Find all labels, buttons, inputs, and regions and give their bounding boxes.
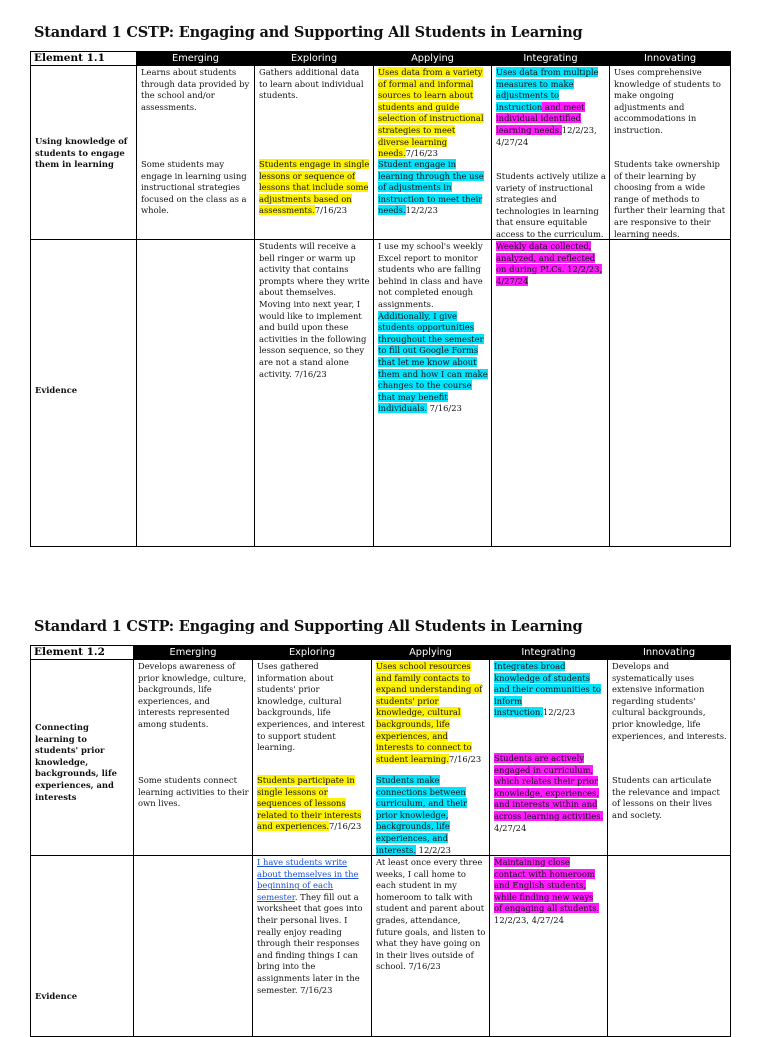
evidence-emerging-cell bbox=[134, 856, 253, 1037]
level-header-emerging: Emerging bbox=[137, 52, 255, 66]
section2-title: Standard 1 CSTP: Engaging and Supporting All Students in Learning bbox=[34, 618, 583, 635]
innovating-description: Develops and systematically uses extensive information regarding students' cultural backgrounds, prior knowledge, life experiences, and interests. bbox=[612, 661, 727, 741]
emerging-cell bbox=[134, 660, 253, 856]
exploring-cell bbox=[253, 660, 372, 856]
date-stamp: 12/2/23 bbox=[542, 707, 576, 718]
applying-cell bbox=[374, 66, 492, 240]
evidence-exploring-cell bbox=[255, 240, 374, 547]
date-stamp: 7/16/23 bbox=[426, 403, 462, 414]
highlighted-text: Students make connections between curriculum, and their prior knowledge, backgrounds, life experiences, and interests. bbox=[376, 775, 468, 855]
evidence-applying-cell bbox=[372, 856, 490, 1037]
innovating-description: Uses comprehensive knowledge of students to make ongoing adjustments and accommodations in instruction. bbox=[614, 67, 721, 135]
highlighted-text: Students are actively engaged in curriculum, which relates their prior knowledge, experiences, and interests within and across learning activities. bbox=[494, 753, 604, 821]
highlighted-text: Maintaining close contact with homeroom and English students, while finding new ways of engaging all students. bbox=[494, 857, 600, 914]
evidence-integrating-cell bbox=[490, 856, 608, 1037]
element-label: Element 1.1 bbox=[31, 52, 137, 66]
date-stamp: 7/16/23 bbox=[405, 148, 438, 159]
emerging-cell bbox=[137, 66, 255, 240]
level-header-exploring: Exploring bbox=[253, 646, 372, 660]
level-header-innovating: Innovating bbox=[610, 52, 731, 66]
exploring-cell bbox=[255, 66, 374, 240]
evidence-innovating-cell bbox=[610, 240, 731, 547]
date-stamp: 7/16/23 bbox=[314, 205, 348, 216]
date-stamp: 12/2/23, 4/27/24 bbox=[494, 914, 564, 925]
evidence-innovating-cell bbox=[608, 856, 731, 1037]
innovating-student-description: Students take ownership of their learning by choosing from a wide range of methods to further their learning that are responsive to their learning needs. bbox=[614, 159, 726, 239]
evidence-text: I use my school's weekly Excel report to monitor students who are falling behind in class and have not completed enough assignments. bbox=[378, 241, 483, 309]
row-label: Using knowledge of students to engage them in learning bbox=[35, 136, 128, 170]
evidence-integrating-cell bbox=[492, 240, 610, 547]
evidence-emerging-cell bbox=[137, 240, 255, 547]
evidence-label: Evidence bbox=[35, 385, 78, 395]
rubric-table-2 bbox=[30, 645, 731, 1037]
row-label-cell bbox=[31, 66, 137, 240]
evidence-text: Students will receive a bell ringer or warm up activity that contains prompts where they write about themselves. Moving into next year, I would like to implement and build upon these activities in the following lesson sequence, so they are not a stand alone activity. 7/16/23 bbox=[259, 241, 370, 379]
highlighted-text: Student engage in learning through the use of adjustments in instruction to meet their needs. bbox=[378, 159, 484, 216]
emerging-description: Develops awareness of prior knowledge, culture, backgrounds, life experiences, and interests represented among students. bbox=[138, 661, 247, 729]
integrating-cell bbox=[492, 66, 610, 240]
row-label: Connecting learning to students' prior knowledge, backgrounds, life experiences, and interests bbox=[35, 722, 117, 802]
highlighted-text: Students engage in single lessons or sequence of lessons that include some adjustments based on assessments. bbox=[259, 159, 370, 216]
evidence-label: Evidence bbox=[35, 991, 78, 1001]
highlighted-text: Students participate in single lessons or sequences of lessons related to their interests and experiences. bbox=[257, 775, 362, 832]
exploring-description: Gathers additional data to learn about individual students. bbox=[259, 67, 364, 101]
rubric-table-1 bbox=[30, 51, 731, 547]
innovating-cell bbox=[608, 660, 731, 856]
row-label-cell bbox=[31, 660, 134, 856]
exploring-description: Uses gathered information about students' prior knowledge, cultural backgrounds, life experiences, and interest to support student learning. bbox=[257, 661, 365, 753]
date-stamp: 4/27/24 bbox=[494, 822, 527, 833]
emerging-description: Learns about students through data provided by the school and/or assessments. bbox=[141, 67, 250, 112]
highlighted-text: Integrates broad knowledge of students and their communities to inform instruction. bbox=[494, 661, 601, 718]
evidence-exploring-cell bbox=[253, 856, 372, 1037]
evidence-label-cell bbox=[31, 856, 134, 1037]
level-header-applying: Applying bbox=[372, 646, 490, 660]
highlighted-text: Uses data from a variety of formal and informal sources to learn about students and guide selection of instructional strategies to meet diverse learning needs. bbox=[378, 67, 484, 159]
level-header-integrating: Integrating bbox=[490, 646, 608, 660]
evidence-text: At least once every three weeks, I call home to each student in my homeroom to talk with student and parent about grades, attendance, future goals, and listen to what they have going on in their lives outside of school. 7/16/23 bbox=[376, 857, 486, 972]
level-header-exploring: Exploring bbox=[255, 52, 374, 66]
level-header-applying: Applying bbox=[374, 52, 492, 66]
date-stamp: 12/2/23 bbox=[415, 844, 451, 855]
date-stamp: 7/16/23 bbox=[448, 753, 482, 764]
date-stamp: 12/2/23, 4/27/24 bbox=[496, 124, 597, 147]
date-stamp: 7/16/23 bbox=[329, 821, 362, 832]
innovating-student-description: Students can articulate the relevance and impact of lessons on their lives and society. bbox=[612, 775, 720, 820]
integrating-cell bbox=[490, 660, 608, 856]
evidence-link[interactable]: I have students write about themselves in the beginning of each semester bbox=[257, 857, 359, 902]
level-header-integrating: Integrating bbox=[492, 52, 610, 66]
section1-title: Standard 1 CSTP: Engaging and Supporting All Students in Learning bbox=[34, 24, 583, 41]
evidence-text: . They fill out a worksheet that goes into their personal lives. I really enjoy reading through their responses and finding things I can bring into the assignments later in the semester. 7/16/23 bbox=[257, 891, 363, 995]
integrating-student-description: Students actively utilize a variety of instructional strategies and technologies in learning that ensure equitable access to the curriculum. bbox=[496, 171, 606, 239]
level-header-innovating: Innovating bbox=[608, 646, 731, 660]
element-label: Element 1.2 bbox=[31, 646, 134, 660]
evidence-applying-cell bbox=[374, 240, 492, 547]
emerging-student-description: Some students may engage in learning using instructional strategies focused on the class as a whole. bbox=[141, 159, 247, 216]
applying-cell bbox=[372, 660, 490, 856]
highlighted-text: Uses school resources and family contacts to expand understanding of students' prior knowledge, cultural backgrounds, life experiences, and interests to connect to student learning. bbox=[376, 661, 483, 764]
emerging-student-description: Some students connect learning activities to their own lives. bbox=[138, 775, 249, 809]
highlighted-text: Uses data from multiple measures to make adjustments to instruction bbox=[496, 67, 599, 112]
highlighted-text: Weekly data collected, analyzed, and reflected on during PLCs. 12/2/23, 4/27/24 bbox=[496, 241, 603, 286]
innovating-cell bbox=[610, 66, 731, 240]
date-stamp: 12/2/23 bbox=[405, 205, 438, 216]
highlighted-text: Additionally, I give students opportunities throughout the semester to fill out Google Forms that let me know about them and how I can make changes to the course that may benefit individuals. bbox=[378, 310, 488, 414]
highlighted-text: and meet individual identified learning needs. bbox=[496, 101, 585, 135]
evidence-label-cell bbox=[31, 240, 137, 547]
level-header-emerging: Emerging bbox=[134, 646, 253, 660]
